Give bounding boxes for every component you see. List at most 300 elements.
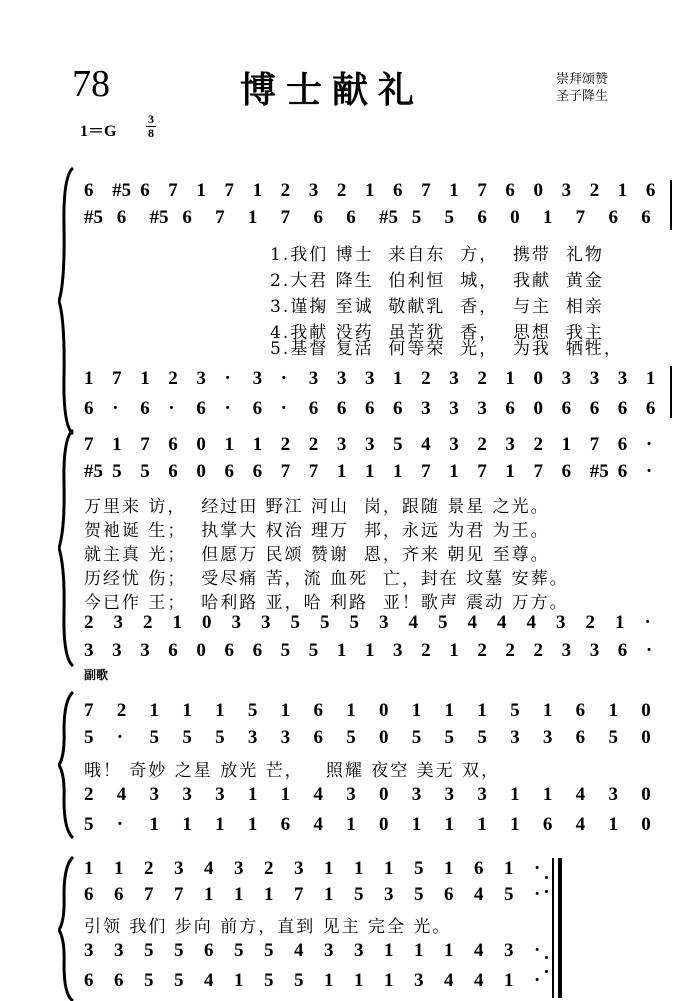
note: 2 [336,180,347,201]
note: 4 [474,884,484,905]
note: 3 [364,368,375,389]
note: 6 [140,398,150,419]
note: #5 [84,207,103,228]
note: 1 [234,884,244,905]
note: 1 [615,612,625,633]
note: 2 [533,434,544,455]
note: 6 [313,207,323,228]
note: 2 [533,640,544,661]
note: 6 [313,700,323,721]
note: 7 [112,368,122,389]
note: 3 [505,434,515,455]
note: 3 [354,940,364,961]
note: 3 [280,727,291,748]
note: 1 [542,700,553,721]
note: 6 [204,940,214,961]
note: 6 [645,398,656,419]
note: · [644,612,651,633]
note: 3 [561,640,572,661]
note: 7 [224,180,234,201]
note: 5 [247,700,258,721]
note: 6 [474,858,484,879]
note: 1 [182,700,192,721]
note: 6 [617,434,628,455]
note: 2 [264,858,274,879]
note: 3 [336,368,347,389]
note: 1 [411,700,422,721]
note: 5 [290,612,300,633]
note: 4 [294,940,304,961]
system2-upper-melody [84,434,674,458]
note: 0 [533,368,544,389]
note: 3 [421,398,431,419]
system1-verse-1: 1.我们 博士 来自东 方， 携带 礼物 [270,245,604,265]
note: · [116,727,124,748]
note: 4 [526,612,536,633]
note: 2 [589,180,600,201]
note: 6 [346,207,356,228]
system2-verse-2: 贺祂诞 生； 执掌大 权治 理万 邦，永远 为君 为王。 [84,521,550,541]
note: 7 [280,461,291,482]
note: 1 [196,180,206,201]
system3-lower-bass [84,814,674,838]
chorus-label: 副歌 [84,668,109,682]
note: 1 [346,814,356,835]
note: 6 [364,398,375,419]
repeat-dot [545,876,548,879]
note: 3 [196,368,206,389]
note: 3 [174,858,184,879]
note: 3 [477,398,487,419]
note: 1 [324,884,334,905]
note: 3 [364,434,375,455]
note: 6 [114,970,124,991]
system1-upper-melody [84,180,674,204]
system4-upper-harmony [84,884,564,908]
note: 5 [608,727,618,748]
system1-lower-melody [84,368,674,392]
note: 1 [224,434,234,455]
note: 1 [354,858,364,879]
note: 0 [641,814,651,835]
note: 5 [346,727,356,748]
note: 2 [505,640,515,661]
note: 5 [84,814,94,835]
note: 3 [140,640,150,661]
note: 3 [411,784,422,805]
note: 1 [477,700,487,721]
note: 3 [114,940,124,961]
note: 0 [196,461,206,482]
note: 1 [247,814,258,835]
note: 0 [196,640,206,661]
note: 5 [411,727,422,748]
note: #5 [149,207,169,228]
note: 1 [617,180,628,201]
note: 4 [204,970,214,991]
note: 7 [575,207,586,228]
note: 1 [561,434,572,455]
note: 2 [280,434,291,455]
note: 3 [261,612,271,633]
repeat-dot [545,970,548,973]
note: #5 [589,461,609,482]
note: 3 [556,612,566,633]
note: 7 [280,207,291,228]
note: 2 [308,434,319,455]
note: · [534,940,541,961]
note: 6 [84,970,94,991]
note: 6 [608,207,618,228]
hymn-number: 78 [72,63,110,105]
note: 6 [116,207,127,228]
note: 7 [140,434,150,455]
system2-lower-bass [84,640,674,664]
note: 6 [84,180,94,201]
note: 4 [313,784,323,805]
note: 7 [533,461,544,482]
note: 6 [336,398,347,419]
note: · [224,368,231,389]
note: 1 [280,784,291,805]
note: 6 [444,884,454,905]
note: · [116,814,124,835]
note: 1 [449,180,459,201]
note: 6 [645,180,656,201]
note: 6 [393,398,403,419]
note: 3 [393,640,403,661]
note: 5 [144,940,154,961]
note: 6 [575,700,586,721]
note: 1 [444,814,455,835]
note: 2 [280,180,291,201]
note: 5 [438,612,448,633]
note: 3 [308,180,319,201]
repeat-dot [545,956,548,959]
note: 5 [140,461,150,482]
note: 7 [144,884,154,905]
system4-brace [58,855,78,1001]
note: 2 [477,434,487,455]
note: 5 [264,940,274,961]
note: · [280,398,287,419]
note: 1 [354,970,364,991]
note: 7 [477,461,487,482]
note: 5 [354,884,364,905]
note: 1 [384,970,394,991]
note: · [280,368,287,389]
note: 3 [113,612,123,633]
note: 3 [449,398,459,419]
note: 5 [444,727,455,748]
note: 6 [168,461,178,482]
note: 3 [231,612,241,633]
note: 1 [247,207,258,228]
note: 1 [215,700,225,721]
note: 3 [561,180,572,201]
system1-upper-harmony [84,207,674,231]
note: 1 [140,368,150,389]
category-label: 崇拜颂赞 [556,72,609,87]
note: 3 [449,434,459,455]
note: 5 [414,884,424,905]
note: 5 [510,700,520,721]
system1-brace [58,166,78,436]
note: 5 [349,612,359,633]
note: 5 [504,884,514,905]
time-sig-bottom: 8 [148,126,154,140]
system1-lower-bass [84,398,674,422]
system4-upper-melody [84,858,564,882]
note: 1 [280,700,291,721]
note: 6 [561,398,572,419]
note: 6 [641,207,651,228]
note: 4 [421,434,431,455]
note: 1 [608,814,618,835]
note: 2 [585,612,595,633]
note: 5 [393,434,403,455]
note: 1 [204,884,214,905]
note: 4 [575,784,586,805]
system1-end-bar [670,180,672,230]
time-signature [146,113,156,140]
note: 6 [575,727,586,748]
note: 5 [234,940,244,961]
note: · [534,970,541,991]
note: 1 [114,858,124,879]
note: 7 [477,180,487,201]
note: #5 [84,461,103,482]
note: 7 [168,180,178,201]
system1-end-bar-lower [670,366,672,418]
note: 1 [112,434,122,455]
note: 7 [421,180,431,201]
note: 1 [504,970,514,991]
note: · [645,434,653,455]
note: 6 [196,398,206,419]
note: 3 [234,858,244,879]
note: 2 [143,612,153,633]
note: 1 [505,368,515,389]
note: 0 [641,700,651,721]
note: · [168,398,175,419]
note: 1 [252,434,263,455]
note: 5 [215,727,225,748]
note: 1 [182,814,192,835]
note: 5 [264,970,274,991]
note: 0 [202,612,212,633]
note: 6 [393,180,403,201]
note: 1 [364,180,375,201]
note: 5 [149,727,160,748]
note: 5 [308,640,319,661]
note: 6 [168,640,178,661]
note: #5 [112,180,132,201]
note: 6 [617,640,628,661]
note: 3 [346,784,356,805]
note: 1 [384,940,394,961]
note: 6 [308,398,319,419]
note: 3 [247,727,258,748]
system1-verse-2: 2.大君 降生 伯利恒 城， 我献 黄金 [270,271,604,291]
note: 3 [414,970,424,991]
note: 6 [114,884,124,905]
note: 1 [247,784,258,805]
note: 3 [589,368,600,389]
note: 5 [182,727,192,748]
note: 2 [144,858,154,879]
note: 6 [252,640,263,661]
note: 7 [174,884,184,905]
system4-lower-bass [84,970,564,994]
system1-verse-4: 4.我献 没药 虽苦犹 香， 思想 我主 [270,323,604,343]
note: 6 [542,814,553,835]
note: 1 [84,368,94,389]
note: 2 [116,700,127,721]
system3-upper-melody [84,700,674,724]
note: 3 [449,368,459,389]
system3-lyrics: 哦！ 奇妙 之星 放光 芒， 照耀 夜空 美无 双， [84,761,501,781]
note: 3 [561,368,572,389]
final-barline-thin [552,858,554,998]
system2-verse-4: 历经忧 伤； 受尽痛 苦，流 血死 亡，封在 坟墓 安葬。 [84,569,569,589]
system3-upper-harmony [84,727,674,751]
note: 3 [542,727,553,748]
note: 2 [84,784,94,805]
system2-verse-5: 今已作 王； 哈利路 亚，哈 利路 亚！歌声 震动 万方。 [84,593,569,613]
note: 5 [84,727,94,748]
final-barline-thick [558,858,562,998]
note: 1 [510,784,520,805]
note: 4 [116,784,127,805]
key-signature: 1＝G [80,123,117,140]
note: 6 [182,207,192,228]
note: · [112,398,119,419]
note: 1 [215,814,225,835]
note: 0 [196,434,206,455]
system1-verse-5: 5.基督 复活 何等荣 光， 为我 牺牲， [270,339,623,359]
note: 3 [215,784,225,805]
note: 1 [393,461,403,482]
note: 1 [384,858,394,879]
note: 5 [411,207,422,228]
note: 0 [533,180,544,201]
note: 1 [264,884,274,905]
note: 2 [168,368,178,389]
note: 6 [168,434,178,455]
note: 3 [252,368,263,389]
note: 6 [477,207,487,228]
note: 6 [224,461,234,482]
note: 3 [336,434,347,455]
note: 4 [408,612,418,633]
note: 1 [234,970,244,991]
note: 7 [308,461,319,482]
note: 3 [444,784,455,805]
note: 0 [379,700,389,721]
note: 0 [379,814,389,835]
note: 5 [320,612,330,633]
note: 3 [617,368,628,389]
note: 3 [182,784,192,805]
note: 6 [505,398,515,419]
note: 1 [149,814,160,835]
note: 0 [533,398,544,419]
hymn-title: 博士献礼 [240,69,425,111]
note: 2 [421,368,431,389]
note: · [645,640,653,661]
note: 1 [149,700,160,721]
note: 1 [252,180,263,201]
note: 3 [384,884,394,905]
note: 1 [510,814,520,835]
note: 6 [252,461,263,482]
note: 3 [324,940,334,961]
note: 2 [477,368,487,389]
note: 1 [444,858,454,879]
note: 5 [477,727,487,748]
note: 5 [444,207,455,228]
note: 4 [444,970,454,991]
note: 6 [617,398,628,419]
note: 4 [467,612,477,633]
note: · [534,858,541,879]
note: 1 [449,461,459,482]
note: 1 [504,858,514,879]
system2-upper-harmony [84,461,674,485]
note: 5 [414,858,424,879]
note: · [645,461,653,482]
system4-lower-melody [84,940,564,964]
note: 1 [608,700,618,721]
note: 3 [294,858,304,879]
note: 2 [421,640,431,661]
note: #5 [379,207,398,228]
note: 2 [477,640,487,661]
note: 6 [561,461,572,482]
note: 3 [589,640,600,661]
note: 3 [504,940,514,961]
note: 6 [84,398,94,419]
note: 3 [84,640,94,661]
note: 7 [589,434,600,455]
note: 0 [379,784,389,805]
note: 0 [379,727,389,748]
note: 4 [575,814,586,835]
note: 1 [645,368,656,389]
note: 1 [393,368,403,389]
note: 2 [84,612,94,633]
system3-lower-melody [84,784,674,808]
note: 1 [324,970,334,991]
note: 1 [364,461,375,482]
note: 1 [336,640,347,661]
note: 0 [641,727,651,748]
note: 6 [280,814,291,835]
time-sig-top: 3 [148,112,154,126]
note: 1 [449,640,459,661]
note: 3 [149,784,160,805]
system2-verse-3: 就主真 光； 但愿万 民颂 赞谢 恩，齐来 朝见 至尊。 [84,545,550,565]
note: 3 [84,940,94,961]
note: 1 [542,207,553,228]
note: 6 [140,180,150,201]
note: 5 [144,970,154,991]
note: 1 [324,858,334,879]
note: 4 [313,814,323,835]
note: 6 [84,884,94,905]
note: 6 [617,461,628,482]
